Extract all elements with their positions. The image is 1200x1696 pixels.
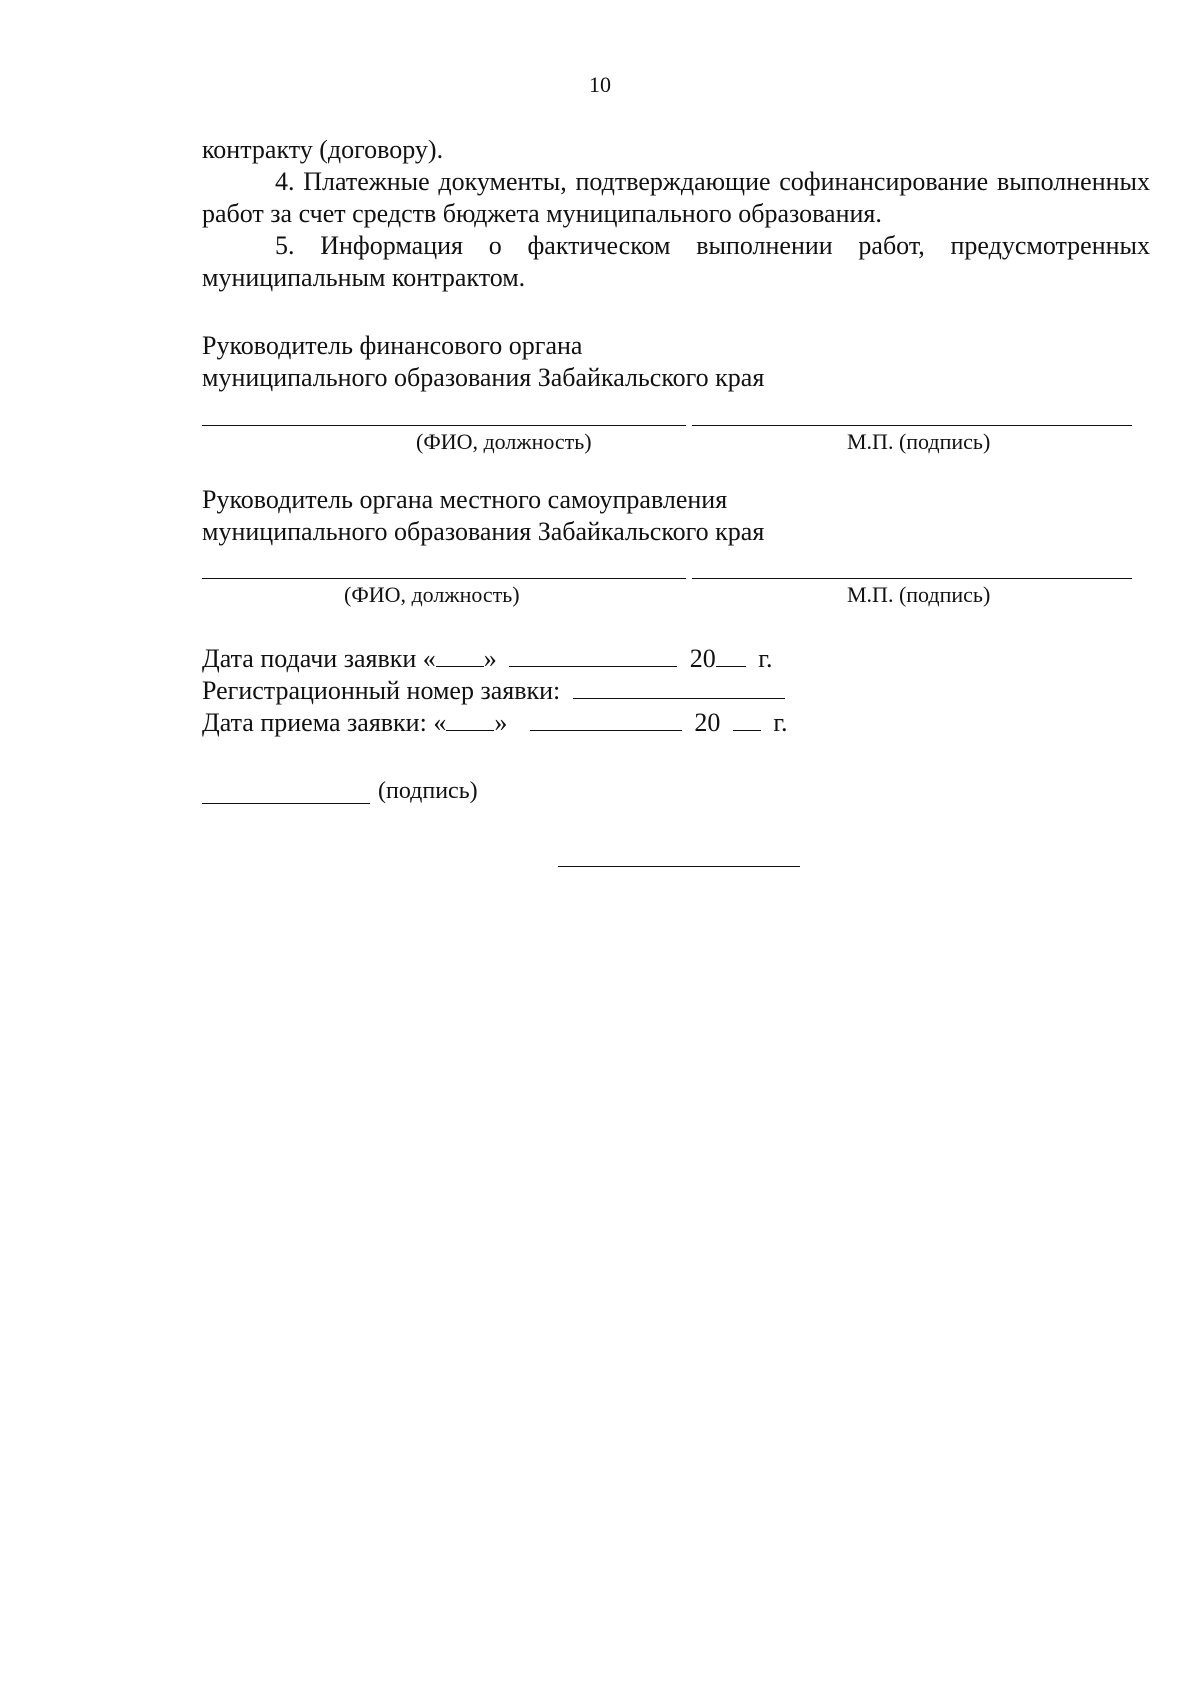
signature-2-title-line-2: муниципального образования Забайкальского края xyxy=(202,517,765,546)
reg-number-blank xyxy=(573,676,785,699)
end-rule xyxy=(558,866,800,867)
submit-year-prefix: 20 xyxy=(689,644,716,673)
submit-date-row xyxy=(202,643,773,675)
paragraph-continuation: контракту (договору). xyxy=(202,135,444,164)
accept-day-blank xyxy=(446,708,494,731)
signature-1-title-line-2: муниципального образования Забайкальского края xyxy=(202,363,765,392)
accept-year-blank xyxy=(733,708,761,731)
accept-date-close-quote: » xyxy=(494,708,508,737)
signature-3-caption: (подпись) xyxy=(378,778,478,804)
submit-year-suffix: г. xyxy=(758,644,773,673)
signature-1-caption-sign: М.П. (подпись) xyxy=(847,429,991,454)
paragraph-item-5: 5. Информация о фактическом выполнении работ, предусмотренных муниципальным контрактом. xyxy=(202,231,1150,292)
accept-year-prefix: 20 xyxy=(694,708,721,737)
reg-number-row xyxy=(202,675,785,707)
signature-2-caption-sign: М.П. (подпись) xyxy=(847,582,991,607)
signature-1-title-line-1: Руководитель финансового органа xyxy=(202,331,583,360)
document-body xyxy=(202,134,1150,294)
signature-2-title xyxy=(202,484,764,548)
accept-year-suffix: г. xyxy=(773,708,788,737)
accept-month-blank xyxy=(530,708,682,731)
signature-1-caption-name: (ФИО, должность) xyxy=(416,429,592,454)
accept-date-label: Дата приема заявки: « xyxy=(202,708,447,737)
accept-date-row xyxy=(202,707,788,739)
submit-day-blank xyxy=(436,644,484,667)
signature-1-name-line xyxy=(202,425,686,426)
submit-year-blank xyxy=(716,644,746,667)
submit-month-blank xyxy=(509,644,677,667)
signature-2-sign-line xyxy=(692,578,1132,579)
signature-2-title-line-1: Руководитель органа местного самоуправления xyxy=(202,485,728,514)
signature-1-sign-line xyxy=(692,425,1132,426)
submit-date-label: Дата подачи заявки « xyxy=(202,644,436,673)
signature-3-line xyxy=(202,803,370,804)
paragraph-item-4: 4. Платежные документы, подтверждающие софинансирование выполненных работ за счет средств бюджета муниципального образования. xyxy=(202,167,1150,228)
signature-1-title xyxy=(202,330,764,394)
submit-date-close-quote: » xyxy=(483,644,497,673)
signature-2-name-line xyxy=(202,578,686,579)
signature-2-caption-name: (ФИО, должность) xyxy=(344,582,520,607)
page-number: 10 xyxy=(589,72,611,97)
reg-number-label: Регистрационный номер заявки: xyxy=(202,676,561,705)
